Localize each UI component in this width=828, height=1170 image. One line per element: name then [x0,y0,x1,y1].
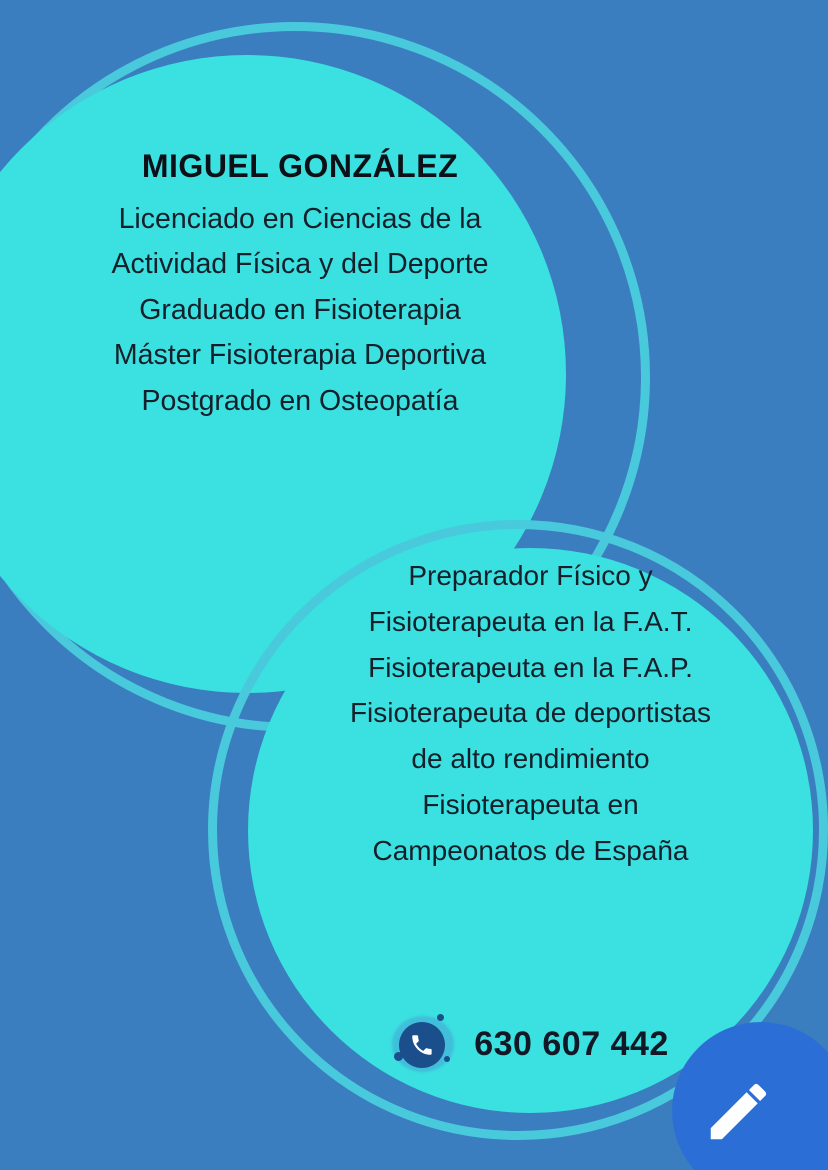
experience-line: Fisioterapeuta en la F.A.P. [368,651,693,683]
credential-line: Graduado en Fisioterapia [139,293,461,326]
credential-line: Postgrado en Osteopatía [141,384,459,417]
experience-line: Campeonatos de España [372,834,689,866]
phone-icon-dot [444,1056,450,1062]
experience-line: Fisioterapeuta en [422,789,639,821]
experience-block [258,558,803,879]
experience-line: de alto rendimiento [411,743,650,775]
experience-line: Preparador Físico y [408,560,653,591]
credential-line: Actividad Física y del Deporte [111,248,489,281]
experience-line: Fisioterapeuta en la F.A.T. [368,605,693,637]
phone-icon[interactable] [392,1012,456,1076]
phone-icon-dot [437,1014,444,1021]
credentials-block [20,148,580,428]
pencil-icon [702,1078,772,1153]
phone-icon-circle [399,1022,445,1068]
person-name: MIGUEL GONZÁLEZ [141,148,459,184]
phone-number[interactable]: 630 607 442 [474,1024,669,1063]
credential-line: Licenciado en Ciencias de la [118,203,482,235]
credential-line: Máster Fisioterapia Deportiva [113,339,487,372]
experience-line: Fisioterapeuta de deportistas [349,697,712,729]
